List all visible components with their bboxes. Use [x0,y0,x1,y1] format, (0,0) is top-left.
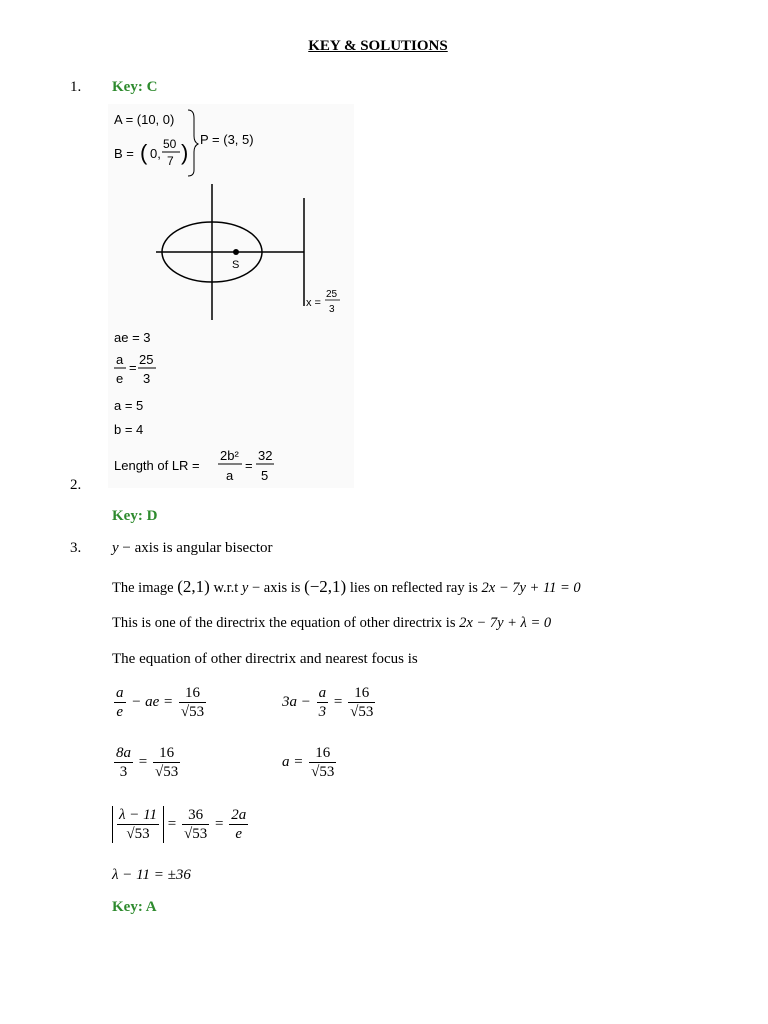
eq5-num3: 2a [231,807,247,823]
ratio-num-right: 25 [139,352,154,367]
eq2-pre: 3a − [282,694,311,710]
point-a-label: A = (10, 0) [114,112,175,127]
q3-line-1 [112,540,273,557]
eq3-den2: √53 [154,764,179,780]
answer-key-1: Key: C [112,79,158,95]
eq5-den3: e [229,824,248,843]
ratio-eq: = [129,360,137,375]
directrix-label: x = [306,297,321,309]
lr-text: Length of LR = [114,458,200,473]
lr-den: a [226,468,234,483]
focus-label: S [232,259,240,271]
eq2-num-a: a [318,685,327,701]
ae-line: ae = 3 [114,330,151,345]
eq4-pre: a = [282,754,304,770]
q3-line2-point: (2,1) [177,577,210,596]
eq5-den2: √53 [183,826,208,842]
q3-line2-a: The image [112,580,178,596]
equation-2 [282,684,377,721]
eq2-eq: = [333,694,343,710]
equation-5 [112,806,250,843]
eq1-num: 16 [185,685,201,701]
eq1-den-e: e [114,702,126,721]
focus-point [233,249,239,255]
eq5-eq2: = [214,816,224,832]
eq5-inner-num: λ − 11 [119,807,158,823]
point-b-label-pre: B = [114,146,134,161]
eq3-den: 3 [114,762,133,781]
b-value: b = 4 [114,422,144,437]
q3-line2-c: − axis is [248,580,305,596]
lr-eq: = [245,458,253,473]
directrix-frac-num: 25 [326,289,338,300]
q3-line-2 [112,577,581,597]
eq4-den: √53 [311,764,335,780]
eq1-den: √53 [180,704,205,720]
eq5-eq1: = [167,816,177,832]
answer-key-3: Key: A [112,899,157,915]
question-number-2: 2. [70,477,82,493]
point-p-label: P = (3, 5) [200,132,254,147]
q3-line2-var: y [241,580,249,596]
ratio-den-right: 3 [143,371,151,386]
lr-num: 2b² [220,448,239,463]
eq3-num2: 16 [159,745,175,761]
eq2-num: 16 [354,685,370,701]
equation-1 [112,684,208,721]
eq2-den: √53 [350,704,374,720]
eq5-num2: 36 [188,807,204,823]
point-b-frac-den: 7 [167,154,174,168]
eq1-num-a: a [116,685,124,701]
q3-line2-b: w.r.t [209,580,242,596]
q3-line3-eq: 2x − 7y + λ = 0 [459,615,552,631]
lr-num2: 32 [258,448,273,463]
directrix-frac-den: 3 [329,304,335,315]
equation-3 [112,744,182,781]
point-b-open-paren: ( [140,140,148,165]
eq3-num: 8a [116,745,131,761]
q3-line1-var: y [112,540,119,556]
point-b-frac-num: 50 [163,137,177,151]
q3-line2-eq: 2x − 7y + 11 = 0 [481,580,581,596]
solution-figure [108,104,354,488]
point-b-close-paren: ) [181,140,189,165]
eq1-mid: − ae = [131,694,174,710]
q3-line-4: The equation of other directrix and nearest focus is [112,651,418,667]
eq5-inner-den: √53 [117,824,159,843]
lr-den2: 5 [261,468,269,483]
q3-line2-point2: (−2,1) [304,577,347,596]
equation-6: λ − 11 = ±36 [112,867,191,883]
equation-4 [282,744,338,781]
eq4-num: 16 [315,745,331,761]
eq3-eq: = [138,754,148,770]
eq2-den-3: 3 [318,704,327,720]
page-title: KEY & SOLUTIONS [308,38,448,54]
a-value: a = 5 [114,398,144,413]
question-number-1: 1. [70,79,82,95]
q3-line1-text: − axis is angular bisector [118,540,273,556]
q3-line3-a: This is one of the directrix the equation of other directrix is [112,615,460,631]
q3-line-3 [112,615,551,632]
q3-line2-d: lies on reflected ray is [346,580,482,596]
answer-key-2: Key: D [112,508,158,524]
point-b-zero: 0, [150,146,161,161]
question-number-3: 3. [70,540,82,556]
ratio-num-left: a [116,352,124,367]
ratio-den-left: e [116,371,124,386]
